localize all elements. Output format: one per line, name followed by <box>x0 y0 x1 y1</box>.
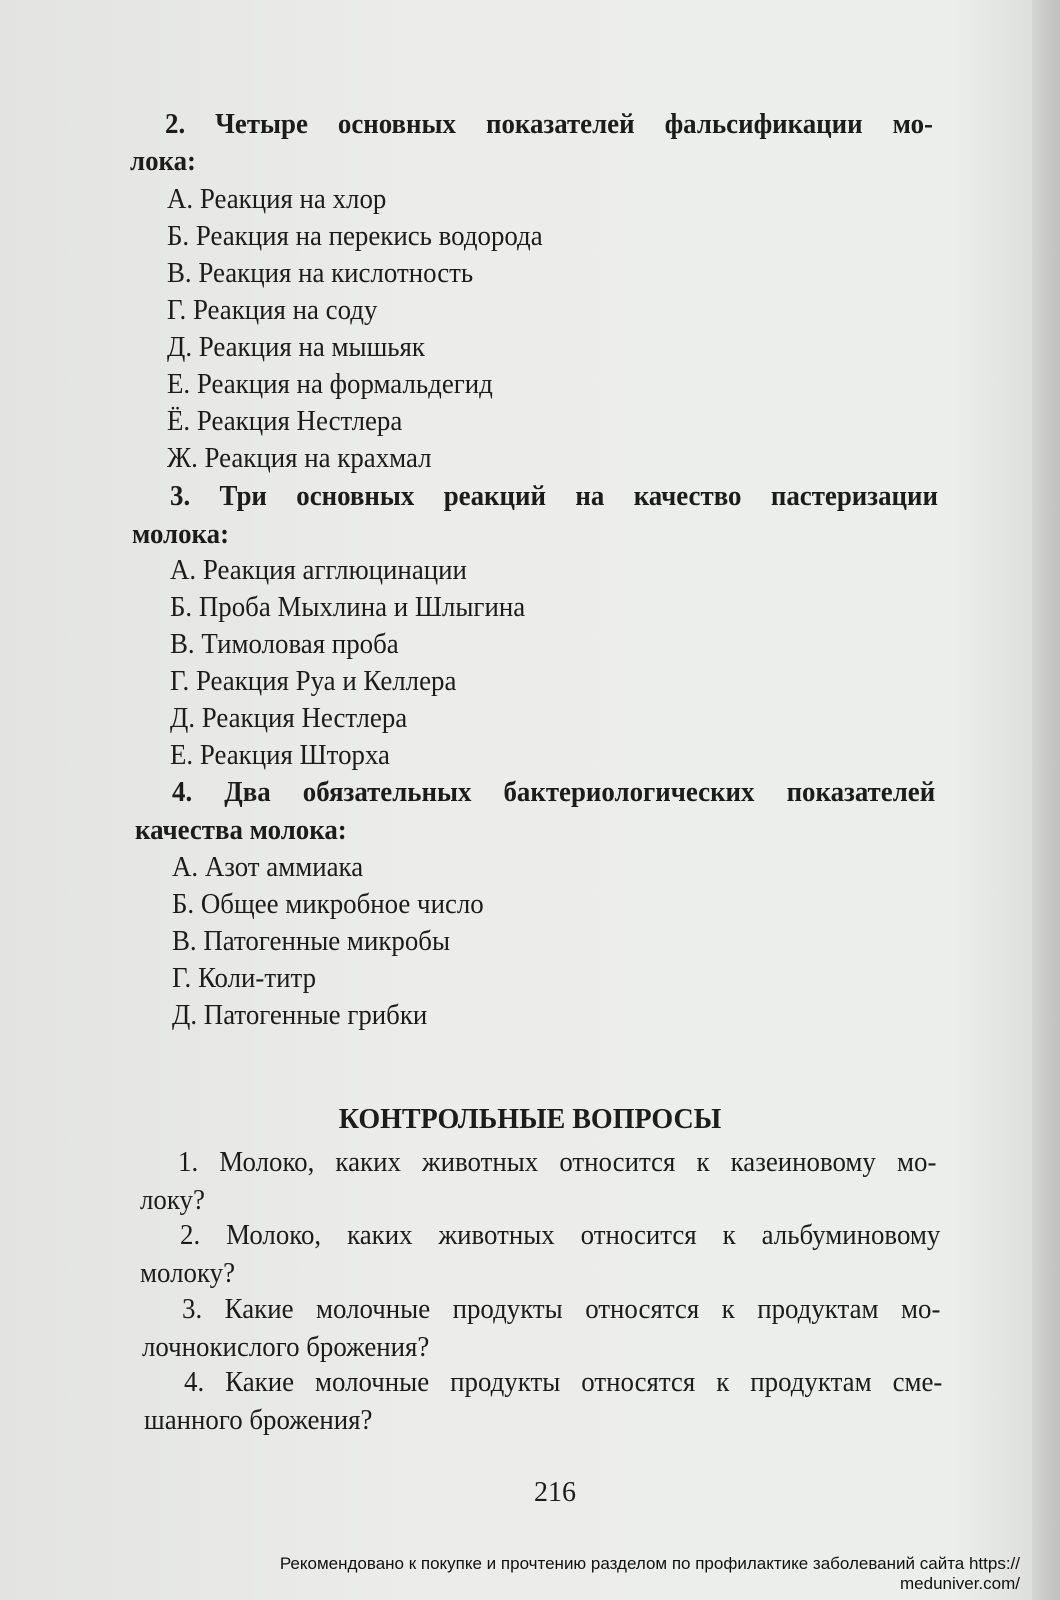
q4-title-line1: 4. Два обязательных бактериологических показателей <box>172 777 936 808</box>
q3-option: Е. Реакция Шторха <box>170 740 390 771</box>
q4-option: А. Азот аммиака <box>172 852 364 883</box>
q4-option: В. Патогенные микробы <box>172 926 451 957</box>
q4-title-line2: качества молока: <box>135 815 347 846</box>
control-question-line2: молоку? <box>140 1258 236 1289</box>
q3-option: А. Реакция агглюцинации <box>170 555 467 586</box>
control-question-line2: лочнокислого брожения? <box>142 1332 430 1363</box>
q2-option: А. Реакция на хлор <box>167 184 387 215</box>
q4-option: Б. Общее микробное число <box>172 889 484 920</box>
q3-option: Б. Проба Мыхлина и Шлыгина <box>170 592 526 623</box>
q3-title-line1: 3. Три основных реакций на качество пастеризации <box>170 481 938 512</box>
q2-option: Е. Реакция на формальдегид <box>167 369 493 400</box>
book-spine-shadow <box>1032 0 1060 1600</box>
control-question-line1: 4. Какие молочные продукты относятся к продуктам сме- <box>184 1367 943 1398</box>
q2-option: Г. Реакция на соду <box>167 295 378 326</box>
q2-title-line2: лока: <box>130 146 196 177</box>
q2-option: В. Реакция на кислотность <box>167 258 474 289</box>
q4-option: Д. Патогенные грибки <box>172 1000 428 1031</box>
control-question-line2: локу? <box>140 1185 205 1216</box>
control-question-line1: 2. Молоко, каких животных относится к альбуминовому <box>180 1220 941 1251</box>
control-questions-heading: КОНТРОЛЬНЫЕ ВОПРОСЫ <box>338 1104 722 1135</box>
page-number: 216 <box>534 1477 576 1508</box>
q3-option: В. Тимоловая проба <box>170 629 399 660</box>
q2-title-line1: 2. Четыре основных показателей фальсификации мо- <box>165 109 933 140</box>
q2-option: Б. Реакция на перекись водорода <box>167 221 543 252</box>
control-question-line1: 1. Молоко, каких животных относится к казеиновому мо- <box>178 1147 937 1178</box>
footer-line2[interactable]: meduniver.com/ <box>900 1574 1020 1593</box>
footer-line1: Рекомендовано к покупке и прочтению разделом по профилактике заболеваний сайта https:// <box>279 1554 1020 1573</box>
q4-option: Г. Коли-титр <box>172 963 317 994</box>
control-question-line2: шанного брожения? <box>144 1405 373 1436</box>
q3-option: Д. Реакция Нестлера <box>170 703 408 734</box>
q2-option: Ё. Реакция Нестлера <box>167 406 403 437</box>
control-question-line1: 3. Какие молочные продукты относятся к продуктам мо- <box>182 1294 941 1325</box>
q3-option: Г. Реакция Руа и Келлера <box>170 666 457 697</box>
q2-option: Ж. Реакция на крахмал <box>167 443 432 474</box>
q2-option: Д. Реакция на мышьяк <box>167 332 425 363</box>
footer-notice <box>140 1554 1020 1594</box>
q3-title-line2: молока: <box>132 519 230 550</box>
